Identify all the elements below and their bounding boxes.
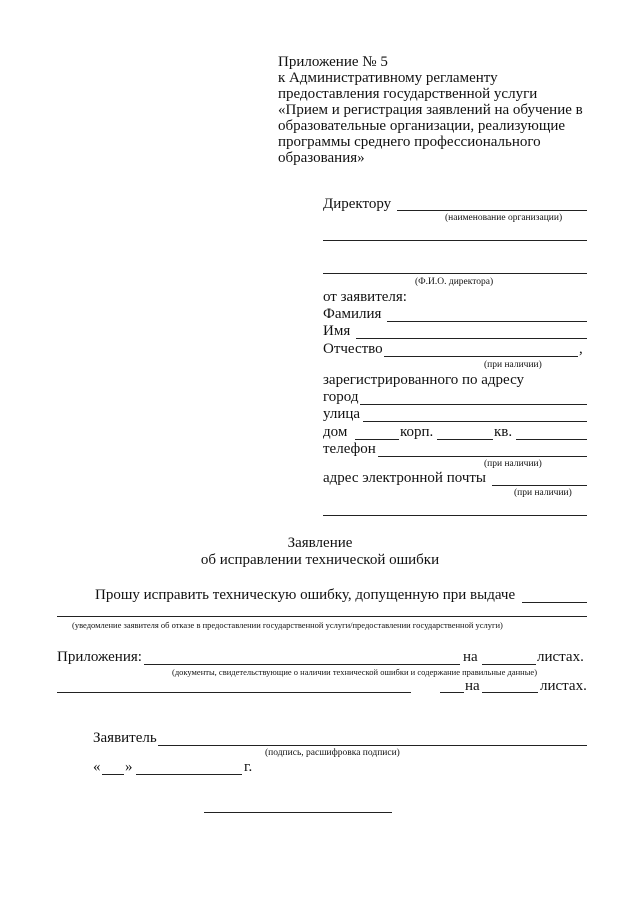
attachments-field-2[interactable] <box>57 692 411 693</box>
surname-label: Фамилия <box>323 306 382 322</box>
patronymic-hint: (при наличии) <box>484 360 542 370</box>
docs-hint: (документы, свидетельствующие о наличии технической ошибки и содержание правильные данные) <box>172 667 538 677</box>
email-label: адрес электронной почты <box>323 470 487 486</box>
director-org-field[interactable] <box>397 210 587 211</box>
attachments-field-3[interactable] <box>440 692 464 693</box>
phone-label: телефон <box>323 441 376 457</box>
building-label: корп. <box>400 424 434 440</box>
request-text: Прошу исправить техническую ошибку, допущенную при выдаче <box>95 587 516 603</box>
attachments-field[interactable] <box>144 664 460 665</box>
notice-hint: (уведомление заявителя об отказе в предоставлении государственной услуги/предоставлении государственной услуги) <box>72 620 503 630</box>
comma: , <box>579 341 583 357</box>
applicant-label: Заявитель <box>93 730 157 746</box>
date-open-quote: « <box>93 759 101 775</box>
sheets-label: листах. <box>537 649 584 665</box>
attachments-label: Приложения: <box>57 649 142 665</box>
header-line: Приложение № 5 <box>278 54 388 70</box>
email-field[interactable] <box>492 485 587 486</box>
bottom-separator <box>204 812 392 813</box>
house-field[interactable] <box>355 439 399 440</box>
director-fio-field[interactable] <box>323 273 587 274</box>
phone-hint: (при наличии) <box>484 459 542 469</box>
signature-hint: (подпись, расшифровка подписи) <box>265 748 400 758</box>
city-label: город <box>323 389 359 405</box>
header-line: предоставления государственной услуги <box>278 86 538 102</box>
patronymic-label: Отчество <box>323 341 383 357</box>
house-label: дом <box>323 424 348 440</box>
issued-document-field-2[interactable] <box>57 616 587 617</box>
name-label: Имя <box>323 323 351 339</box>
signature-field[interactable] <box>158 745 587 746</box>
sheets-count-field-2[interactable] <box>482 692 538 693</box>
building-field[interactable] <box>437 439 493 440</box>
from-applicant-label: от заявителя: <box>323 289 407 305</box>
sheets-count-field[interactable] <box>482 664 536 665</box>
header-block <box>278 54 608 166</box>
registered-label: зарегистрированного по адресу <box>323 372 525 388</box>
statement-title: Заявление <box>287 535 353 551</box>
statement-subtitle: об исправлении технической ошибки <box>200 552 440 568</box>
issued-document-field[interactable] <box>522 602 587 603</box>
header-line: программы среднего профессионального <box>278 134 541 150</box>
director-org-field-2[interactable] <box>323 240 587 241</box>
street-field[interactable] <box>363 421 587 422</box>
patronymic-field[interactable] <box>384 356 578 357</box>
city-field[interactable] <box>360 404 587 405</box>
header-line: образовательные организации, реализующие <box>278 118 566 134</box>
date-month-field[interactable] <box>136 774 242 775</box>
on-label: на <box>463 649 478 665</box>
director-label: Директору <box>323 196 392 212</box>
name-field[interactable] <box>356 338 587 339</box>
header-line: образования» <box>278 150 365 166</box>
apt-label: кв. <box>494 424 513 440</box>
email-hint: (при наличии) <box>514 488 572 498</box>
street-label: улица <box>323 406 361 422</box>
on-label-2: на <box>465 678 480 694</box>
year-suffix: г. <box>244 759 253 775</box>
org-hint: (наименование организации) <box>445 213 563 223</box>
header-line: «Прием и регистрация заявлений на обучение в <box>278 102 583 118</box>
date-day-field[interactable] <box>102 774 124 775</box>
date-close-quote: » <box>125 759 133 775</box>
header-line: к Административному регламенту <box>278 70 498 86</box>
sheets-label-2: листах. <box>540 678 587 694</box>
email-field-2[interactable] <box>323 515 587 516</box>
phone-field[interactable] <box>378 456 587 457</box>
surname-field[interactable] <box>387 321 587 322</box>
apt-field[interactable] <box>516 439 587 440</box>
fio-hint: (Ф.И.О. директора) <box>415 277 494 287</box>
